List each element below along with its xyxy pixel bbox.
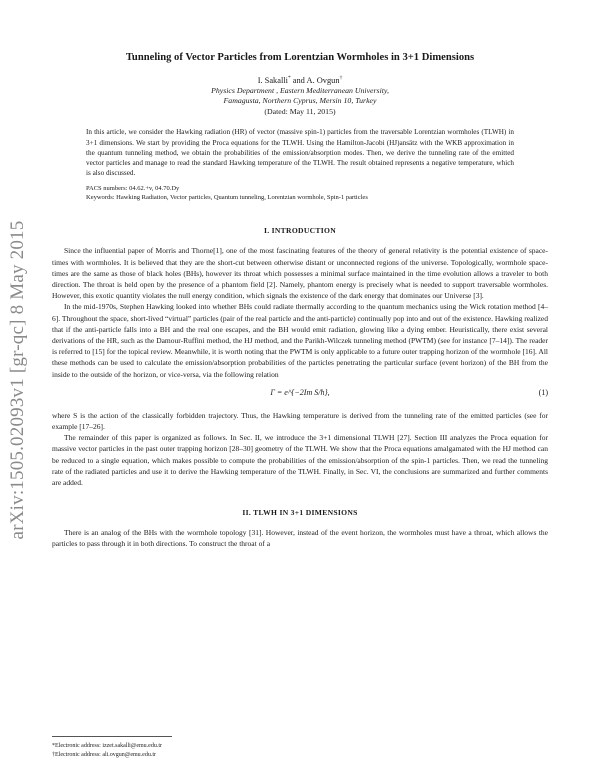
footnote-1: *Electronic address: izzet.sakalli@emu.edu.tr — [52, 743, 162, 749]
paper-page — [52, 52, 548, 550]
author-conjunction: and — [290, 75, 307, 85]
affiliation-line-1: Physics Department , Eastern Mediterranean University, — [211, 85, 389, 95]
footnote-2: †Electronic address: ali.ovgun@emu.edu.tr — [52, 752, 156, 758]
section-1-paragraph-2: In the mid-1970s, Stephen Hawking looked into whether BHs could radiate thermally according to the quantum mechanics using the Wick rotation method [4–6]. Throughout the space, short-lived “virtual” particles (pair of the real particle and the anti-particle) continually pop into and out of the existence. Hawking realized that if the anti-particle falls into a BH and the real one escapes, and the BH would emit radiation, glowing like a dying ember. Heuristically, there exist several derivations of the HR, such as the Damour-Ruffini method, the HJ method, and the Parikh-Wilczek tunneling method (PWTM) (see for instance [7–14]). The reader is referred to [15] for the topical review. Meanwhile, it is worth noting that the PWTM is only applicable to a future outer trapping horizon of the wormhole [16]. All these methods can be used to calculate the emission/absorption probabilities of the particles penetrating the particular surface (event horizon) of the BH from the inside to the outside of the horizon, or vice-versa, via the following relation — [52, 302, 548, 379]
equation-1 — [52, 388, 548, 400]
section-2-heading: II. TLWH IN 3+1 DIMENSIONS — [242, 508, 358, 518]
footnotes — [52, 742, 548, 760]
section-1-paragraph-3: where S is the action of the classically forbidden trajectory. Thus, the Hawking temperature is derived from the tunneling rate of the emitted particles (see for example [17–26]. — [52, 410, 548, 431]
keywords: Keywords: Hawking Radiation, Vector particles, Quantum tunneling, Lorentzian wormhole, Spin-1 particles — [86, 194, 368, 202]
meta-block — [86, 184, 514, 202]
author-2: A. Ovgun — [306, 75, 340, 85]
dated: (Dated: May 11, 2015) — [264, 106, 336, 116]
equation-1-body: Γ = e^{−2Im S/ħ}, — [270, 387, 330, 397]
arxiv-stamp-text: arXiv:1505.02093v1 [gr-qc] 8 May 2015 — [7, 220, 28, 540]
abstract: In this article, we consider the Hawking radiation (HR) of vector (massive spin-1) particles from the traversable Lorentzian wormholes (TLWH) in 3+1 dimensions. We start by providing the Proca equations for the TLWH. Using the Hamilton-Jacobi (HJ)ansätz with the WKB approximation in the quantum tunneling method, we obtain the probabilities of the emission/absorption modes. Then, we derive the tunneling rate of the emitted vector particles and manage to read the standard Hawking temperature of the TLWH. The result obtained represents a negative temperature, which is also discussed. — [86, 128, 514, 178]
pacs-numbers: PACS numbers: 04.62.+v, 04.70.Dy — [86, 185, 180, 193]
arxiv-stamp — [8, 200, 28, 560]
section-1-paragraph-1: Since the influential paper of Morris and Thorne[1], one of the most fascinating features of the theory of general relativity is the potential existence of space-times with wormholes. It is believed that they are the short-cut between otherwise distant or unconnected regions of the universe. Topologically, wormhole space-times are the same as those of black holes (BHs), however its throat which possesses a minimal surface maintained in the time evolution allows a traveler to both direction. The throat is held open by the presence of a phantom field [2]. Namely, phantom energy is precisely what is needed to support traversable wormholes. However, this exotic quantity violates the null energy condition, which signals the existence of the dark energy that dominates our Universe [3]. — [52, 246, 548, 301]
equation-1-number: (1) — [538, 387, 548, 397]
author-1-mark: * — [287, 75, 291, 81]
author-2-mark: † — [339, 75, 343, 81]
section-1-paragraph-4: The remainder of this paper is organized as follows. In Sec. II, we introduce the 3+1 dimensional TLWH [27]. Section III analyzes the Proca equation for massive vector particles in the past outer trapping horizon [28–30] geometry of the TLWH. We show that the Proca equations amalgamated with the HJ method can be reduced to a single equation, which makes possible to compute the probabilities of the emission/absorption of the spin-1 particles. Then, we read the tunneling rate of the radiated particles and use it to derive the Hawking temperature of the TLWH. Finally, in Sec. VI, the conclusions are summarized and further comments are added. — [52, 433, 548, 487]
authors — [52, 73, 548, 86]
section-1-heading: I. INTRODUCTION — [263, 226, 336, 236]
footnote-rule — [52, 736, 172, 740]
affiliation-line-2: Famagusta, Northern Cyprus, Mersin 10, Turkey — [223, 96, 377, 106]
author-1: I. Sakalli — [257, 75, 288, 85]
section-2-paragraph-1: There is an analog of the BHs with the wormhole topology [31]. However, instead of the event horizon, the wormholes must have a throat, which allows the particles to pass through it in both directions. To construct the throat of a — [52, 528, 548, 549]
paper-title: Tunneling of Vector Particles from Lorentzian Wormholes in 3+1 Dimensions — [125, 52, 475, 63]
